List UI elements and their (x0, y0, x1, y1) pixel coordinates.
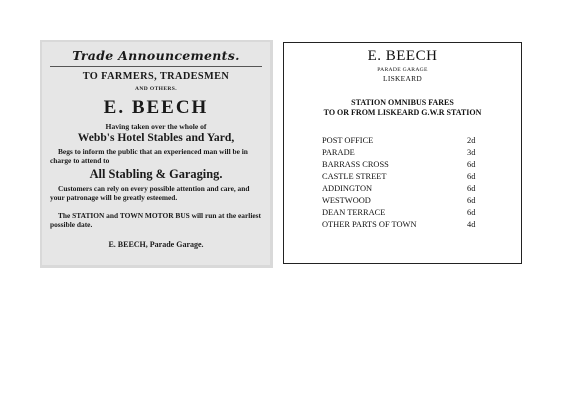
fares-heading: STATION OMNIBUS FARES (351, 98, 454, 107)
clipping-line5: All Stabling & Garaging. (89, 167, 223, 181)
clipping-para1: Begs to inform the public that an experienced man will be in charge to attend to (50, 147, 248, 165)
clipping-line2: AND OTHERS. (135, 86, 177, 92)
fare-row (322, 220, 482, 232)
fare-place: WESTWOOD (322, 196, 371, 205)
fare-price: 2d (467, 136, 476, 145)
fare-row (322, 184, 482, 196)
clipping-signature: E. BEECH, Parade Garage. (108, 240, 204, 249)
clipping-header: Trade Announcements. (72, 48, 240, 63)
fare-row (322, 148, 482, 160)
clipping-para3: The STATION and TOWN MOTOR BUS will run at the earliest possible date. (50, 211, 261, 229)
fare-place: POST OFFICE (322, 136, 374, 145)
fare-price: 6d (467, 160, 476, 169)
fare-place: OTHER PARTS OF TOWN (322, 220, 417, 229)
clipping-line1: TO FARMERS, TRADESMEN (82, 71, 230, 82)
fare-row (322, 208, 482, 220)
clipping-line4: Webb's Hotel Stables and Yard, (77, 131, 235, 144)
fare-place: BARRASS CROSS (322, 160, 389, 169)
fare-price: 6d (467, 184, 476, 193)
clipping-name: E. BEECH (103, 97, 209, 118)
fare-price: 6d (467, 172, 476, 181)
fare-place: PARADE (322, 148, 355, 157)
fares-subheading: TO OR FROM LISKEARD G.W.R STATION (323, 108, 482, 117)
fare-price: 3d (467, 148, 476, 157)
divider (50, 66, 262, 67)
fare-row (322, 172, 482, 184)
clipping-line3: Having taken over the whole of (105, 122, 207, 131)
fares-notice (283, 42, 522, 264)
clipping-paper (42, 42, 270, 265)
newspaper-clipping (40, 40, 273, 268)
fare-price: 4d (467, 220, 476, 229)
fares-subtitle-town: LISKEARD (383, 74, 422, 83)
fares-title: E. BEECH (367, 48, 438, 64)
fare-place: CASTLE STREET (322, 172, 387, 181)
fare-row (322, 136, 482, 148)
fare-row (322, 196, 482, 208)
fare-price: 6d (467, 196, 476, 205)
clipping-para2: Customers can rely on every possible attention and care, and your patronage will be greatly esteemed. (50, 184, 250, 202)
fare-row (322, 160, 482, 172)
fare-place: DEAN TERRACE (322, 208, 386, 217)
fare-place: ADDINGTON (322, 184, 373, 193)
fares-subtitle-garage: PARADE GARAGE (377, 67, 428, 73)
fare-price: 6d (467, 208, 476, 217)
